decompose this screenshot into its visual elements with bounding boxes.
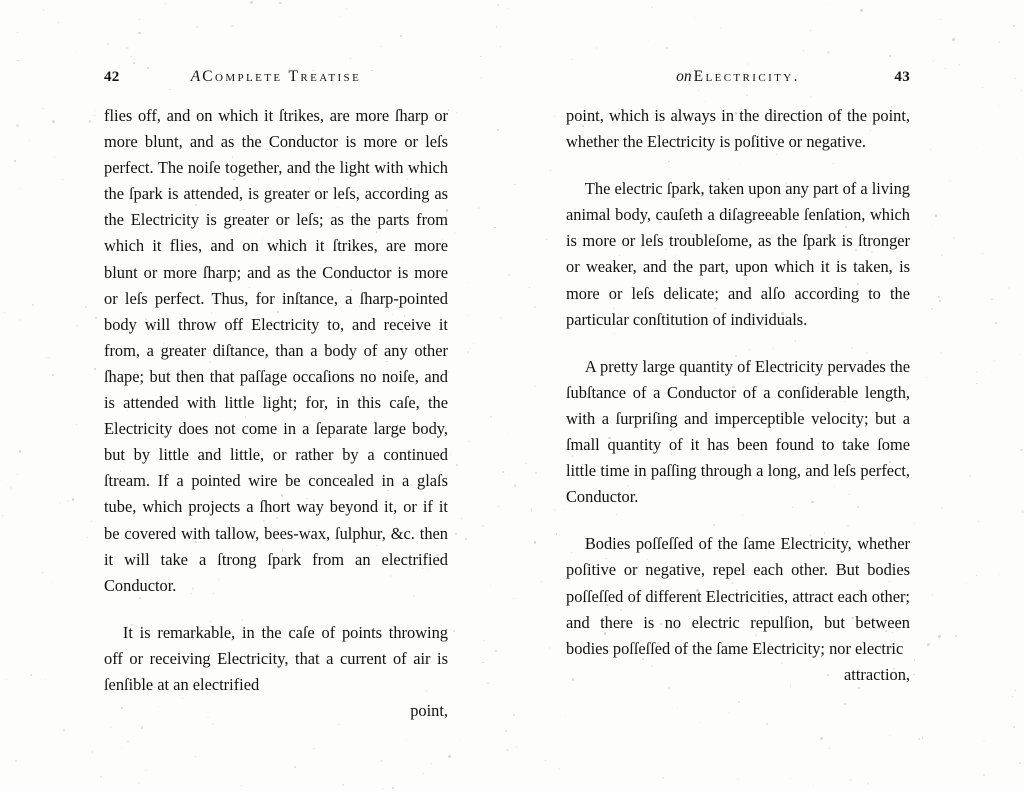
paragraph: flies off, and on which it ſtrikes, are more ſharp or more blunt, and as the Conductor is more or leſs perfect. The noiſe together, and the light with which the ſpark is attended, is greater or leſs, according as the Electricity is greater or leſs; as the parts from which it flies, and on which it ſtrikes, are more blunt or more ſharp; and as the Conductor is more or leſs perfect. Thus, for inſtance, a ſharp-pointed body will throw off Electricity to, and receive it from, a greater diſtance, than a body of any other ſhape; but then that paſſage occaſions no noiſe, and is attended with little light; for, in this caſe, the Electricity does not come in a ſeparate large body, but by little and little, or rather by a continued ſtream. If a pointed wire be concealed in a glaſs tube, which projects a ſhort way beyond it, or if it be covered with tallow, bees-wax, ſulphur, &c. then it will take a ſtrong ſpark from an electrified Conductor. — [104, 106, 448, 595]
right-page-column — [566, 68, 910, 688]
left-running-head-text: Complete Treatise — [202, 68, 362, 85]
right-running-head-text: Electricity. — [693, 68, 800, 85]
right-page-catchword: attraction, — [844, 664, 910, 684]
left-page-catchword: point, — [410, 701, 448, 721]
right-running-head — [566, 68, 910, 92]
right-page-body — [566, 103, 910, 688]
paragraph: A pretty large quantity of Electricity pervades the ſubſtance of a Conductor of a conſiderable length, with a ſurpriſing and imperceptible velocity; but a ſmall quantity of it has been found to take ſome little time in paſſing through a long, and leſs perfect, Conductor. — [566, 356, 910, 507]
paragraph: point, which is always in the direction of the point, whether the Electricity is poſitive or negative. — [566, 106, 910, 152]
left-page-body — [104, 103, 448, 724]
paragraph: The electric ſpark, taken upon any part of a living animal body, cauſeth a diſagreeable ſenſation, which is more or leſs troubleſome, as the ſpark is ſtronger or weaker, and the part, upon which it is taken, is more or leſs delicate; and alſo according to the particular conſtitution of individuals. — [566, 179, 910, 329]
left-running-head — [104, 68, 448, 92]
left-page-column — [104, 68, 448, 724]
paragraph: It is remarkable, in the caſe of points throwing off or receiving Electricity, that a current of air is ſenſible at an electrified — [104, 622, 448, 694]
left-page-folio: 42 — [104, 69, 120, 85]
paragraph: Bodies poſſeſſed of the ſame Electricity, whether poſitive or negative, repel each other. But bodies poſſeſſed of different Electricities, attract each other; and there is no electric repulſion, but between bodies poſſeſſed of the ſame Electricity; nor electric — [566, 534, 910, 658]
left-running-head-title — [150, 68, 402, 86]
left-running-head-lead: A — [190, 68, 201, 85]
right-running-head-lead: on — [676, 68, 692, 85]
right-running-head-title — [612, 68, 864, 86]
right-page-folio: 43 — [894, 69, 910, 85]
